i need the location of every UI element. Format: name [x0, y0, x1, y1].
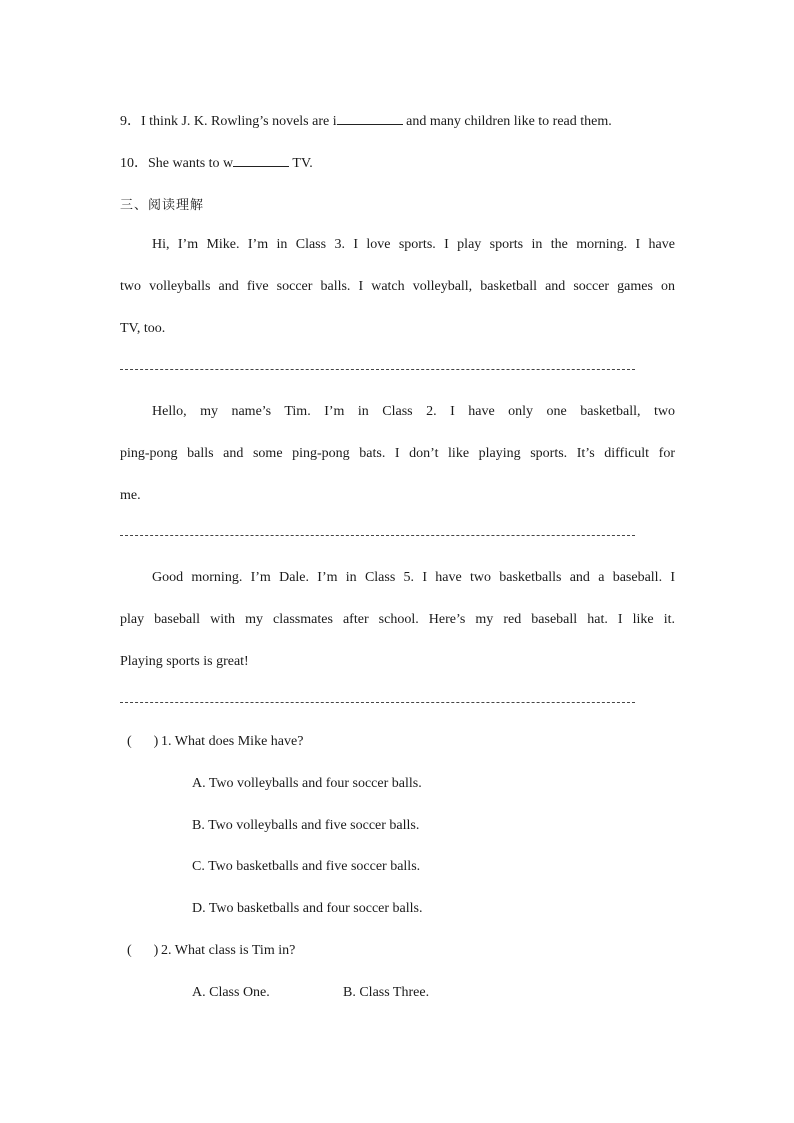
passage-line: TV, too.	[120, 321, 166, 336]
passage-line: two volleyballs and five soccer balls. I watch volleyball, basketball and soccer games on	[120, 279, 675, 294]
question-text-before: She wants to w	[148, 156, 234, 171]
question-text-after: and many children like to read them.	[402, 114, 612, 129]
passage-line: Hello, my name’s Tim. I’m in Class 2. I have only one basketball, two	[152, 404, 675, 419]
divider	[120, 369, 635, 370]
question-text-after: TV.	[289, 156, 313, 171]
question-number: 10．	[120, 156, 148, 171]
question-text: 1. What does Mike have?	[161, 734, 304, 749]
answer-blank[interactable]	[233, 152, 289, 167]
option-d[interactable]: D. Two basketballs and four soccer balls.	[192, 901, 423, 916]
passage-line: Good morning. I’m Dale. I’m in Class 5. I have two basketballs and a baseball. I	[152, 570, 675, 585]
question-1	[127, 734, 303, 750]
option-b[interactable]: B. Class Three.	[343, 985, 430, 1000]
passage-line: play baseball with my classmates after school. Here’s my red baseball hat. I like it.	[120, 612, 675, 627]
question-number: 9．	[120, 114, 141, 129]
divider	[120, 535, 635, 536]
fill-in-question-9	[120, 110, 612, 130]
divider	[120, 702, 635, 703]
question-text-before: I think J. K. Rowling’s novels are i	[141, 114, 337, 129]
section-title: 三、阅读理解	[120, 198, 205, 213]
option-a[interactable]: A. Two volleyballs and four soccer balls.	[192, 776, 422, 791]
option-b[interactable]: B. Two volleyballs and five soccer balls.	[192, 818, 420, 833]
passage-line: Playing sports is great!	[120, 654, 249, 669]
question-2	[127, 943, 295, 959]
passage-mike	[120, 235, 675, 361]
fill-in-question-10	[120, 152, 313, 172]
passage-line: ping-pong balls and some ping-pong bats. I don’t like playing sports. It’s difficult for	[120, 446, 675, 461]
passage-tim	[120, 402, 675, 528]
passage-line: Hi, I’m Mike. I’m in Class 3. I love sports. I play sports in the morning. I have	[152, 237, 675, 252]
answer-blank[interactable]	[337, 110, 403, 125]
option-c[interactable]: C. Two basketballs and five soccer balls.	[192, 859, 421, 874]
answer-bracket[interactable]: ( )	[127, 943, 159, 958]
question-text: 2. What class is Tim in?	[161, 943, 296, 958]
answer-bracket[interactable]: ( )	[127, 734, 159, 749]
passage-line: me.	[120, 488, 141, 503]
passage-dale	[120, 568, 675, 694]
option-a[interactable]: A. Class One.	[192, 985, 270, 1000]
